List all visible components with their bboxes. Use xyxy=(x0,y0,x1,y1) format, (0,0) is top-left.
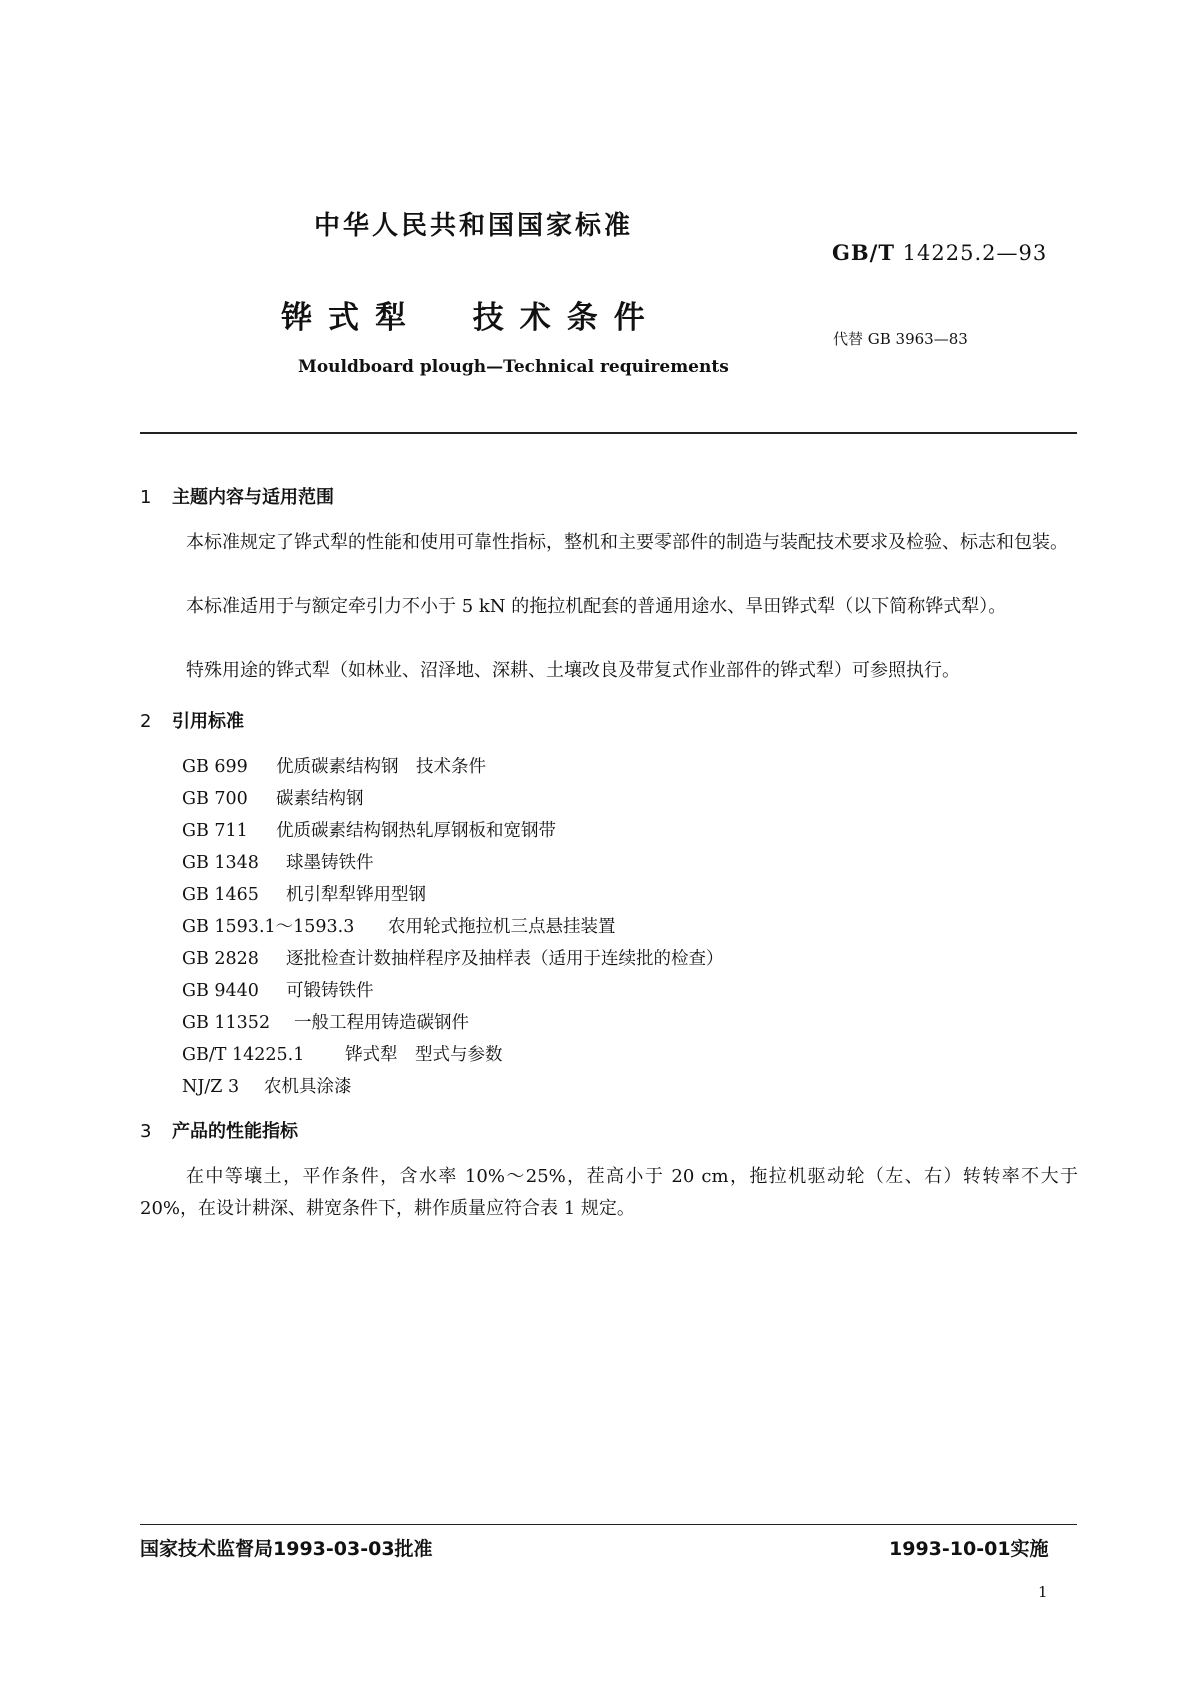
reference-title: 逐批检查计数抽样程序及抽样表（适用于连续批的检查） xyxy=(286,949,724,969)
reference-item xyxy=(182,975,724,1007)
section-1-heading xyxy=(140,483,334,509)
section-number: 2 xyxy=(140,711,152,732)
page-number: 1 xyxy=(1038,1583,1048,1601)
section-1-paragraph: 本标准规定了铧式犁的性能和使用可靠性指标，整机和主要零部件的制造与装配技术要求及检验、标志和包装。 xyxy=(186,532,1068,553)
reference-item xyxy=(182,1007,724,1039)
reference-title: 碳素结构钢 xyxy=(276,789,364,809)
reference-item xyxy=(182,879,724,911)
replaces-standard: 代替 GB 3963—83 xyxy=(833,330,968,348)
reference-item xyxy=(182,751,724,783)
standard-code: 14225.2—93 xyxy=(894,241,1048,265)
reference-title: 机引犁犁铧用型钢 xyxy=(286,885,426,905)
section-1-paragraph: 特殊用途的铧式犁（如林业、沼泽地、深耕、土壤改良及带复式作业部件的铧式犁）可参照执行。 xyxy=(186,660,960,681)
reference-title: 铧式犁 型式与参数 xyxy=(345,1045,503,1065)
document-title-en: Mouldboard plough—Technical requirements xyxy=(298,357,729,377)
reference-code: GB 1593.1～1593.3 xyxy=(182,917,355,937)
reference-code: GB 711 xyxy=(182,821,248,841)
document-title-cn: 铧式犁 技术条件 xyxy=(281,300,661,336)
reference-item xyxy=(182,847,724,879)
reference-code: GB 1465 xyxy=(182,885,259,905)
reference-title: 一般工程用铸造碳钢件 xyxy=(294,1013,469,1033)
standard-number xyxy=(832,240,1047,265)
reference-code: GB 9440 xyxy=(182,981,259,1001)
reference-code: GB 11352 xyxy=(182,1013,271,1033)
reference-title: 农用轮式拖拉机三点悬挂装置 xyxy=(388,917,616,937)
section-title: 主题内容与适用范围 xyxy=(172,487,334,508)
reference-code: GB/T 14225.1 xyxy=(182,1045,305,1065)
implementation-date: 1993-10-01实施 xyxy=(889,1538,1049,1560)
reference-item xyxy=(182,815,724,847)
standard-prefix: GB/T xyxy=(832,240,895,265)
reference-title: 球墨铸铁件 xyxy=(286,853,374,873)
section-3-heading xyxy=(140,1117,298,1143)
section-number: 1 xyxy=(140,487,152,508)
reference-title: 优质碳素结构钢热轧厚钢板和宽钢带 xyxy=(276,821,556,841)
reference-code: GB 700 xyxy=(182,789,248,809)
reference-title: 可锻铸铁件 xyxy=(286,981,374,1001)
reference-code: GB 2828 xyxy=(182,949,259,969)
reference-item xyxy=(182,783,724,815)
reference-item xyxy=(182,1039,724,1071)
national-standard-heading: 中华人民共和国国家标准 xyxy=(314,211,634,241)
section-2-heading xyxy=(140,707,244,733)
approval-date: 国家技术监督局1993-03-03批准 xyxy=(140,1538,433,1560)
reference-code: NJ/Z 3 xyxy=(182,1077,240,1097)
section-title: 产品的性能指标 xyxy=(172,1121,298,1142)
section-1-paragraph: 本标准适用于与额定牵引力不小于 5 kN 的拖拉机配套的普通用途水、旱田铧式犁（以下简称铧式犁）。 xyxy=(186,596,1007,617)
reference-item xyxy=(182,943,724,975)
reference-title: 优质碳素结构钢 技术条件 xyxy=(276,757,486,777)
section-3-paragraph: 在中等壤土，平作条件，含水率 10%～25%，茬高小于 20 cm，拖拉机驱动轮（左、右）转转率不大于 20%，在设计耕深、耕宽条件下，耕作质量应符合表 1 规定。 xyxy=(140,1166,1078,1219)
reference-item xyxy=(182,1071,724,1103)
reference-code: GB 699 xyxy=(182,757,248,777)
reference-code: GB 1348 xyxy=(182,853,259,873)
reference-item xyxy=(182,911,724,943)
section-title: 引用标准 xyxy=(172,711,244,732)
footer-divider xyxy=(140,1524,1077,1525)
header-divider xyxy=(140,432,1077,434)
section-number: 3 xyxy=(140,1121,152,1142)
reference-list xyxy=(182,751,724,1103)
reference-title: 农机具涂漆 xyxy=(264,1077,352,1097)
